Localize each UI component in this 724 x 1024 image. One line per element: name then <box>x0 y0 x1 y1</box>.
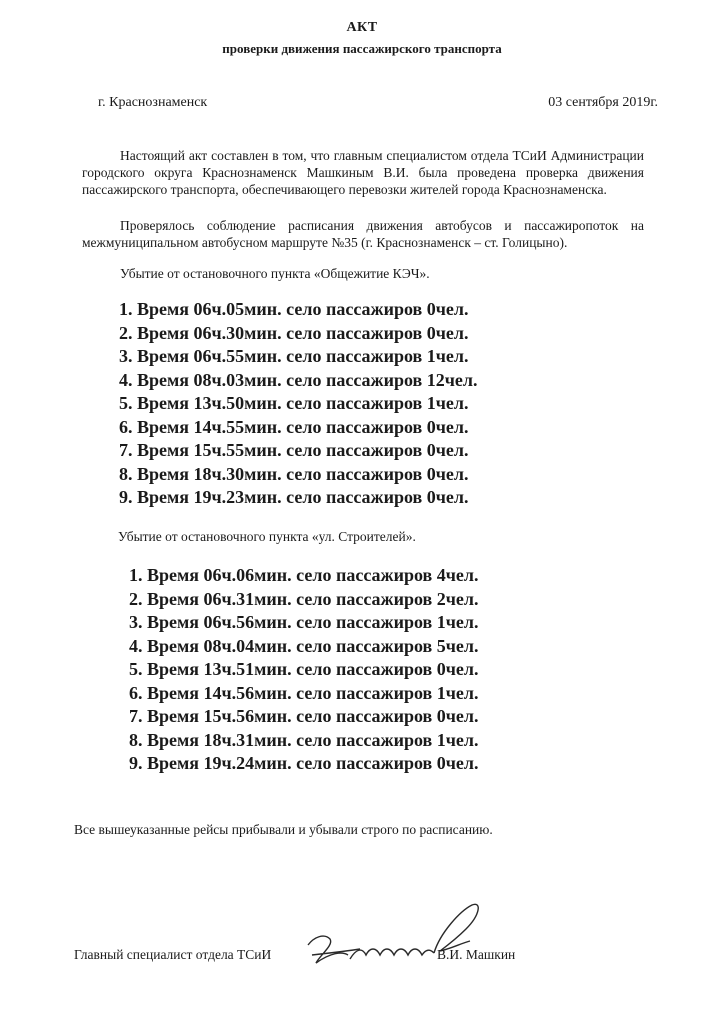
closing-statement: Все вышеуказанные рейсы прибывали и убывали строго по расписанию. <box>74 822 493 837</box>
signer-position: Главный специалист отдела ТСиИ <box>74 947 272 962</box>
intro-paragraph: Настоящий акт составлен в том, что главным специалистом отдела ТСиИ Администрации городского округа Краснознаменск Машкиным В.И. была проведена проверка движения пассажирского транспорта, обеспечивающего перевозки жителей города Краснознаменска. <box>82 148 644 197</box>
trip-item: 9. Время 19ч.23мин. село пассажиров 0чел. <box>119 487 469 507</box>
stop2-heading: Убытие от остановочного пункта «ул. Строителей». <box>118 529 416 544</box>
trip-item: 8. Время 18ч.30мин. село пассажиров 0чел. <box>119 463 469 484</box>
trip-item: 9. Время 19ч.24мин. село пассажиров 0чел. <box>129 753 479 773</box>
trip-item: 2. Время 06ч.30мин. село пассажиров 0чел. <box>119 322 469 343</box>
trip-item: 5. Время 13ч.51мин. село пассажиров 0чел. <box>129 659 479 679</box>
trip-item: 7. Время 15ч.56мин. село пассажиров 0чел. <box>129 706 479 726</box>
stop1-trip-list <box>119 298 477 510</box>
document-date: 03 сентября 2019г. <box>548 95 658 110</box>
trip-item: 6. Время 14ч.55мин. село пассажиров 0чел. <box>119 416 469 437</box>
route-paragraph: Проверялось соблюдение расписания движения автобусов и пассажиропоток на межмуниципальном автобусном маршруте №35 (г. Краснознаменск – ст. Голицыно). <box>82 218 644 250</box>
document-title: АКТ <box>346 20 378 35</box>
stop2-trip-list <box>129 564 478 776</box>
trip-item: 5. Время 13ч.50мин. село пассажиров 1чел. <box>119 393 469 413</box>
document-city: г. Краснознаменск <box>98 95 208 110</box>
handwritten-signature <box>290 893 490 983</box>
trip-item: 6. Время 14ч.56мин. село пассажиров 1чел. <box>129 682 479 703</box>
trip-item: 2. Время 06ч.31мин. село пассажиров 2чел. <box>129 588 479 609</box>
trip-item: 1. Время 06ч.06мин. село пассажиров 4чел. <box>129 565 479 585</box>
trip-item: 1. Время 06ч.05мин. село пассажиров 0чел. <box>119 299 469 319</box>
trip-item: 7. Время 15ч.55мин. село пассажиров 0чел. <box>119 440 469 460</box>
trip-item: 8. Время 18ч.31мин. село пассажиров 1чел. <box>129 729 479 750</box>
trip-item: 4. Время 08ч.04мин. село пассажиров 5чел. <box>129 635 479 656</box>
trip-item: 4. Время 08ч.03мин. село пассажиров 12чел. <box>119 369 478 390</box>
trip-item: 3. Время 06ч.56мин. село пассажиров 1чел. <box>129 612 479 632</box>
signer-name: В.И. Машкин <box>437 947 516 962</box>
stop1-heading: Убытие от остановочного пункта «Общежитие КЭЧ». <box>120 266 430 281</box>
document-subtitle: проверки движения пассажирского транспорта <box>222 41 502 56</box>
trip-item: 3. Время 06ч.55мин. село пассажиров 1чел. <box>119 346 469 366</box>
